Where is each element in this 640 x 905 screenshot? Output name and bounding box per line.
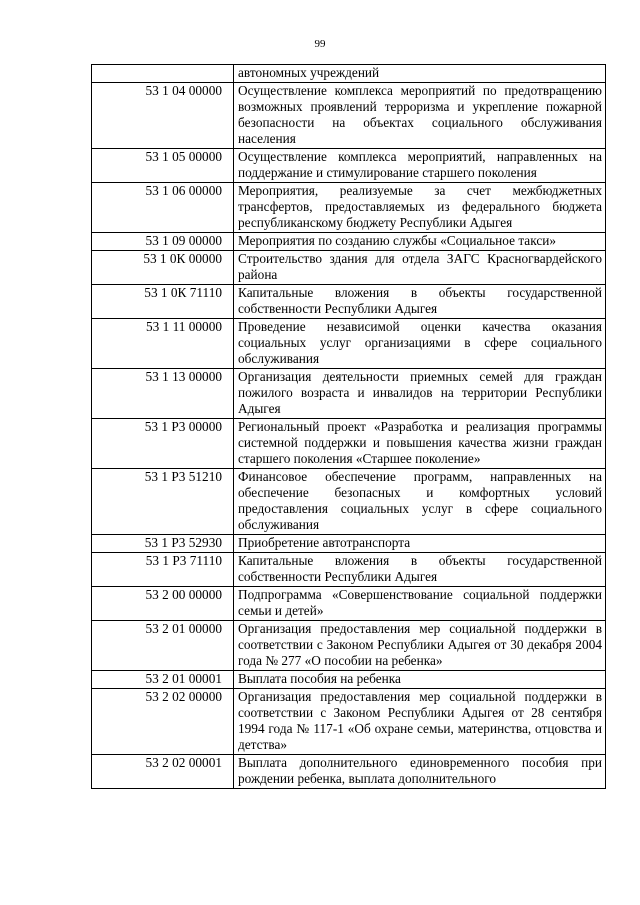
row-name: Мероприятия по созданию службы «Социальное такси» <box>234 233 606 251</box>
row-code: 53 2 02 00000 <box>92 689 234 755</box>
row-name: Региональный проект «Разработка и реализация программы системной поддержки и повышения качества жизни граждан старшего поколения «Старшее поколение» <box>234 419 606 469</box>
row-name: Организация деятельности приемных семей для граждан пожилого возраста и инвалидов на территории Республики Адыгея <box>234 369 606 419</box>
row-code: 53 2 01 00001 <box>92 671 234 689</box>
table-row <box>92 233 606 251</box>
row-code: 53 1 04 00000 <box>92 83 234 149</box>
table-row <box>92 149 606 183</box>
table-row <box>92 671 606 689</box>
table-row <box>92 251 606 285</box>
row-code: 53 1 13 00000 <box>92 369 234 419</box>
row-code: 53 1 11 00000 <box>92 319 234 369</box>
row-code: 53 1 Р3 00000 <box>92 419 234 469</box>
row-name: Проведение независимой оценки качества оказания социальных услуг организациями в сфере социального обслуживания <box>234 319 606 369</box>
table-row <box>92 285 606 319</box>
row-name: Подпрограмма «Совершенствование социальной поддержки семьи и детей» <box>234 587 606 621</box>
row-code: 53 1 Р3 51210 <box>92 469 234 535</box>
row-name: Выплата пособия на ребенка <box>234 671 606 689</box>
row-name: Строительство здания для отдела ЗАГС Красногвардейского района <box>234 251 606 285</box>
table-row <box>92 65 606 83</box>
row-name: Приобретение автотранспорта <box>234 535 606 553</box>
table-row <box>92 621 606 671</box>
row-code: 53 1 Р3 52930 <box>92 535 234 553</box>
table-row <box>92 689 606 755</box>
table-row <box>92 535 606 553</box>
row-code: 53 1 06 00000 <box>92 183 234 233</box>
row-name: Выплата дополнительного единовременного пособия при рождении ребенка, выплата дополнительного <box>234 755 606 789</box>
row-name: Финансовое обеспечение программ, направленных на обеспечение безопасных и комфортных условий предоставления социальных услуг в сфере социального обслуживания <box>234 469 606 535</box>
row-name: Мероприятия, реализуемые за счет межбюджетных трансфертов, предоставляемых из федерального бюджета республиканскому бюджету Республики Адыгея <box>234 183 606 233</box>
table-row <box>92 553 606 587</box>
row-name: Организация предоставления мер социальной поддержки в соответствии с Законом Республики Адыгея от 30 декабря 2004 года № 277 «О пособии на ребенка» <box>234 621 606 671</box>
row-name: автономных учреждений <box>234 65 606 83</box>
row-code: 53 1 0К 00000 <box>92 251 234 285</box>
row-code: 53 1 05 00000 <box>92 149 234 183</box>
row-code: 53 2 02 00001 <box>92 755 234 789</box>
table-row <box>92 83 606 149</box>
row-code: 53 2 00 00000 <box>92 587 234 621</box>
budget-classification-table <box>91 64 606 789</box>
table-row <box>92 369 606 419</box>
table-row <box>92 319 606 369</box>
row-code: 53 2 01 00000 <box>92 621 234 671</box>
table-row <box>92 587 606 621</box>
table-row <box>92 469 606 535</box>
row-name: Осуществление комплекса мероприятий по предотвращению возможных проявлений терроризма и укрепление пожарной безопасности на объектах социального обслуживания населения <box>234 83 606 149</box>
row-code <box>92 65 234 83</box>
row-name: Капитальные вложения в объекты государственной собственности Республики Адыгея <box>234 553 606 587</box>
row-name: Организация предоставления мер социальной поддержки в соответствии с Законом Республики Адыгея от 28 сентября 1994 года № 117-1 «Об охране семьи, материнства, отцовства и детства» <box>234 689 606 755</box>
row-name: Капитальные вложения в объекты государственной собственности Республики Адыгея <box>234 285 606 319</box>
table-row <box>92 183 606 233</box>
table-row <box>92 755 606 789</box>
row-name: Осуществление комплекса мероприятий, направленных на поддержание и стимулирование старшего поколения <box>234 149 606 183</box>
row-code: 53 1 09 00000 <box>92 233 234 251</box>
row-code: 53 1 0К 71110 <box>92 285 234 319</box>
row-code: 53 1 Р3 71110 <box>92 553 234 587</box>
table-body <box>92 65 606 789</box>
table-row <box>92 419 606 469</box>
page-number: 99 <box>314 38 326 50</box>
